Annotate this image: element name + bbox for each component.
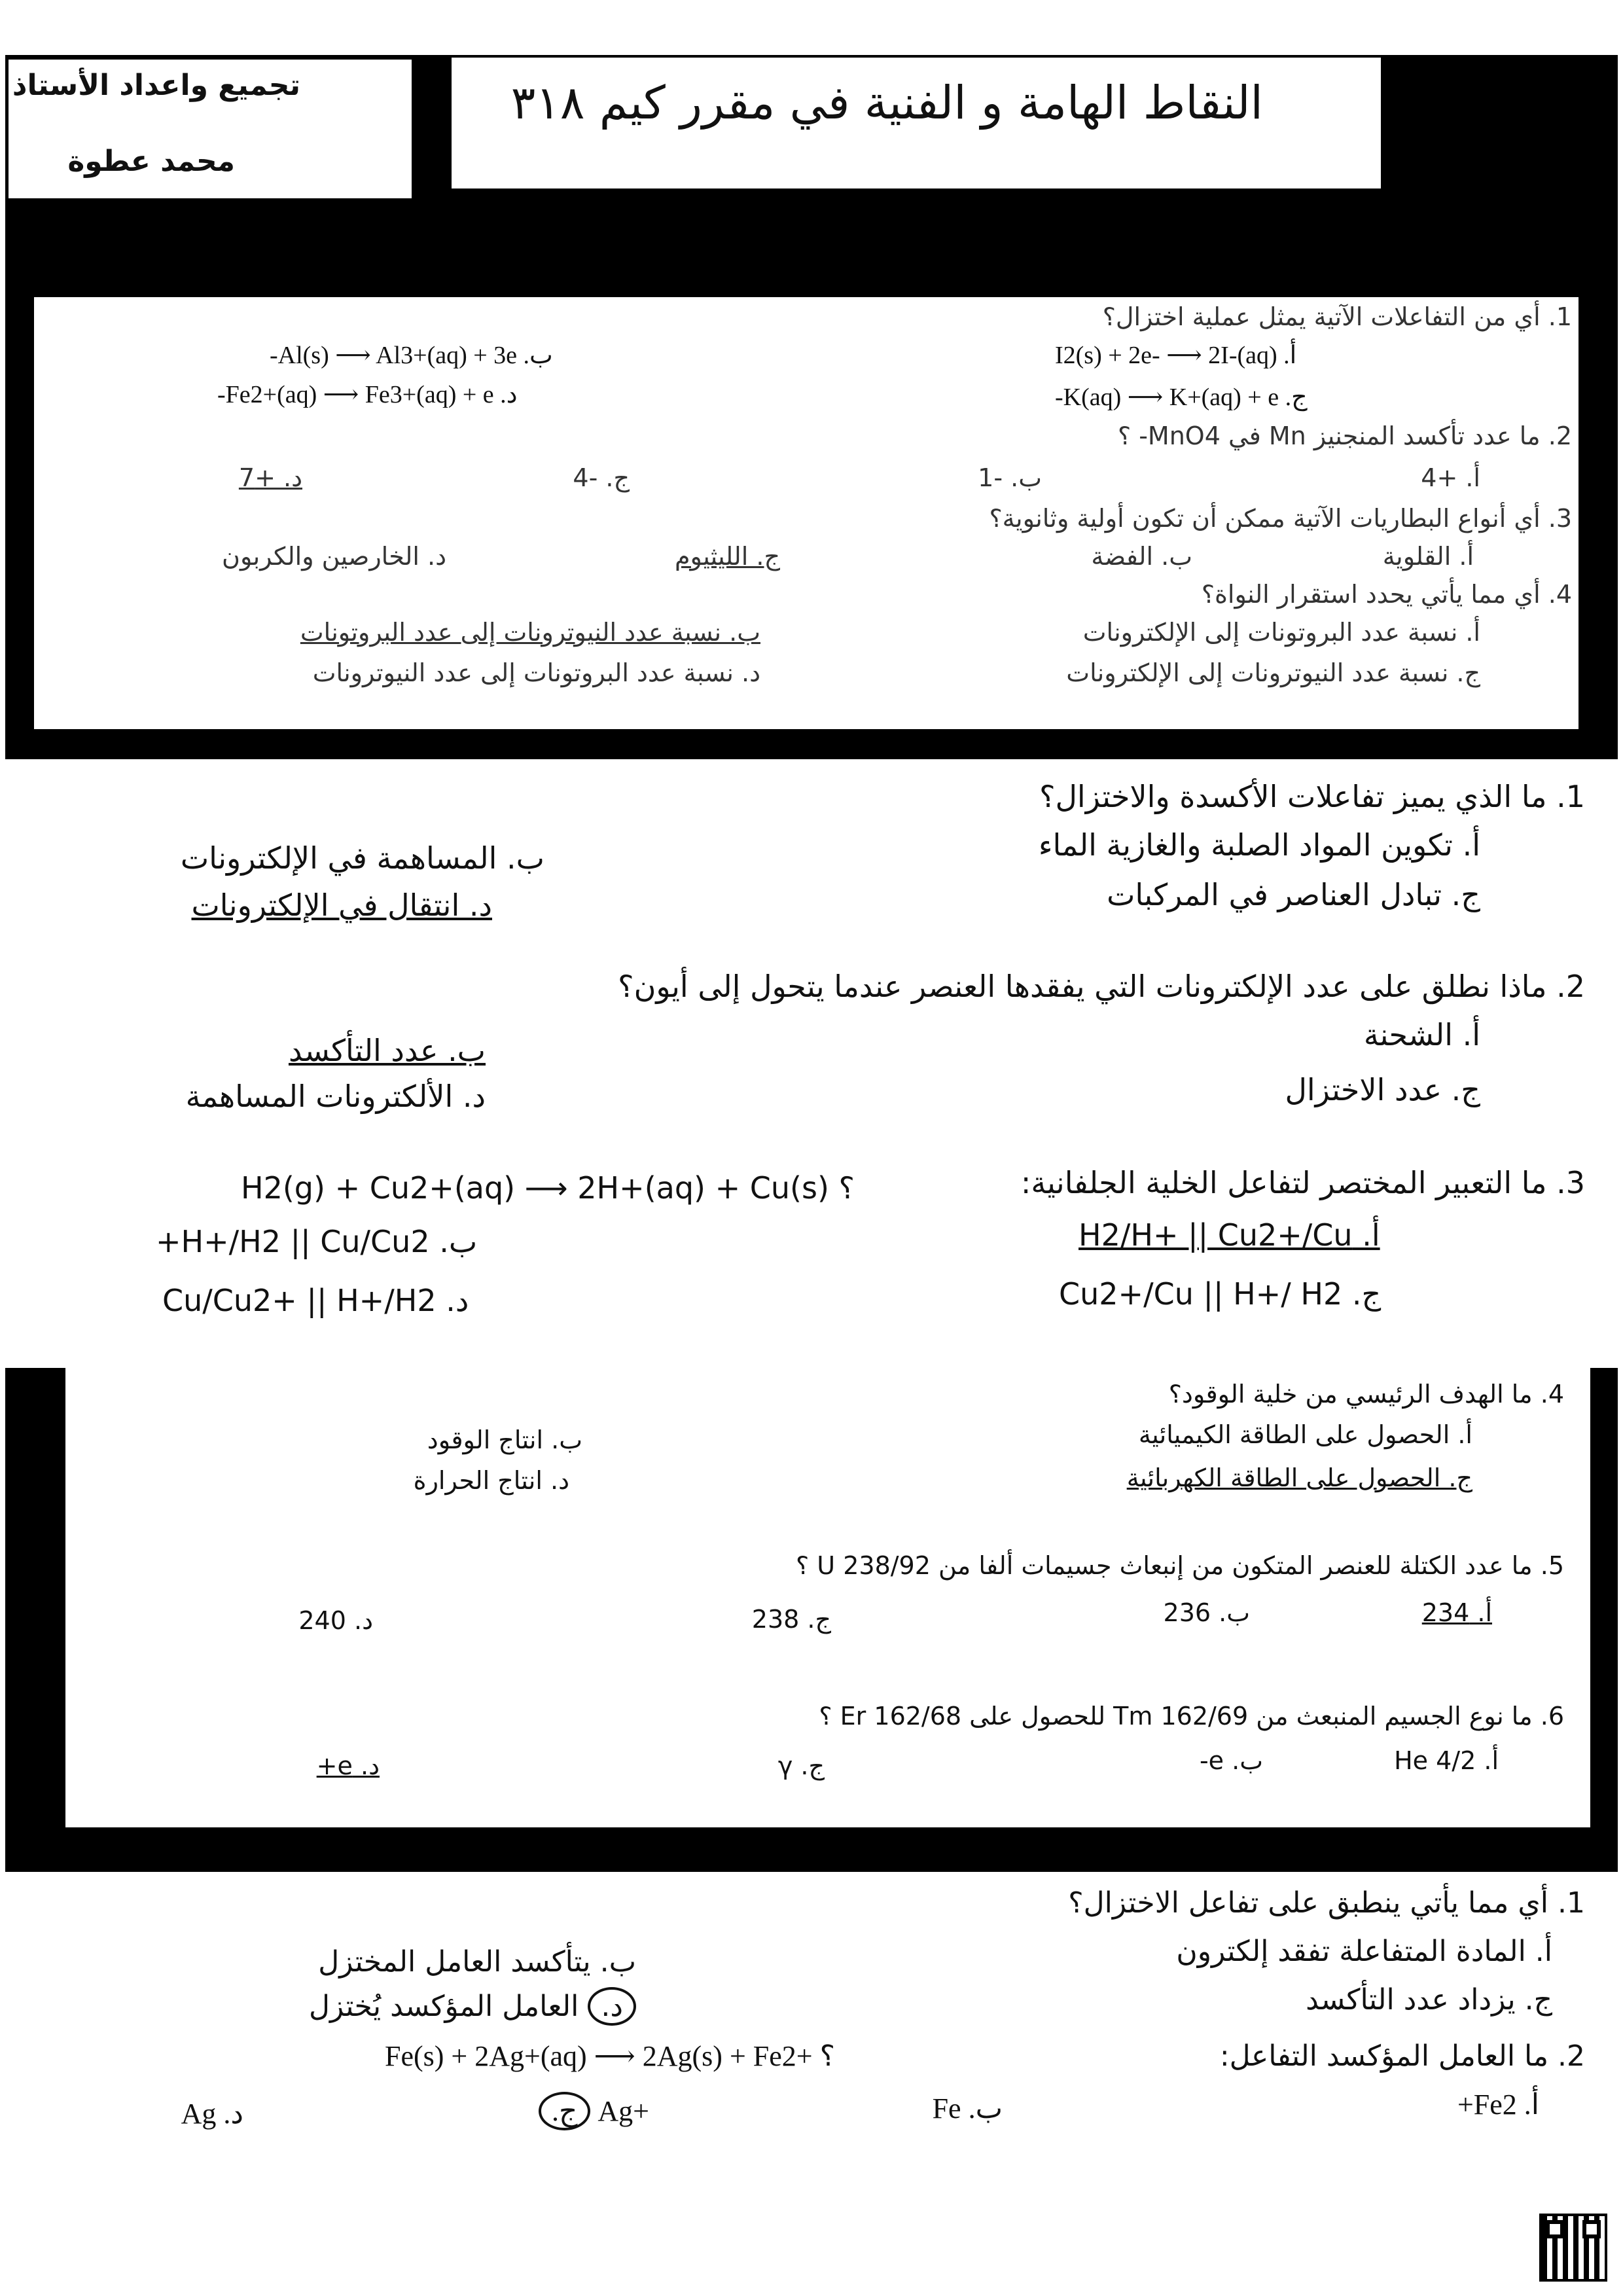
s2-q2-option-c: ج. عدد الاختزال <box>1285 1072 1480 1107</box>
s2-q3-question: 3. ما التعبير المختصر لتفاعل الخلية الجلفانية: <box>1020 1165 1585 1200</box>
s4-q1-option-d-text: العامل المؤكسد يُختزل <box>309 1990 579 2023</box>
s1-q2-option-b: ب. -1 <box>978 463 1042 492</box>
s1-q1-question: 1. أي من التفاعلات الآتية يمثل عملية اختزال؟ <box>1102 302 1572 331</box>
s3-q4-option-c: ج. الحصول على الطاقة الكهربائية <box>1126 1463 1472 1492</box>
section-1 <box>34 297 1578 729</box>
s3-q5-option-b: ب. 236 <box>1163 1598 1250 1627</box>
s3-q6-option-a: أ. 4/2 He <box>1394 1746 1499 1775</box>
page-title: النقاط الهامة و الفنية في مقرر كيم ٣١٨ <box>510 76 1263 130</box>
s1-q4-question: 4. أي مما يأتي يحدد استقرار النواة؟ <box>1201 580 1572 609</box>
circled-letter-c: ج. <box>539 2092 590 2130</box>
s3-q4-option-b: ب. انتاج الوقود <box>427 1426 582 1454</box>
s4-q2-option-a: أ. Fe2+ <box>1457 2089 1539 2121</box>
s2-q1-option-a: أ. تكوين المواد الصلبة والغازية الماء <box>1038 827 1480 863</box>
s4-q1-option-d <box>309 1987 636 2026</box>
s1-q2-option-d: د. +7 <box>238 463 302 492</box>
s1-q3-option-c: ج. الليثيوم <box>675 542 780 571</box>
qr-code-icon <box>1542 2216 1605 2279</box>
s1-q1-option-b: ب. Al(s) ⟶ Al3+(aq) + 3e- <box>270 342 553 369</box>
s4-q1-option-c: ج. يزداد عدد التأكسد <box>1306 1983 1552 2017</box>
s2-q2-question: 2. ماذا نطلق على عدد الإلكترونات التي يفقدها العنصر عندما يتحول إلى أيون؟ <box>618 969 1585 1004</box>
s1-q4-option-d: د. نسبة عدد البروتونات إلى عدد النيوترونات <box>312 658 760 687</box>
s3-q6-question: 6. ما نوع الجسيم المنبعث من 162/69 Tm للحصول على 162/68 Er ؟ <box>819 1702 1564 1731</box>
s3-q6-option-d: د. e+ <box>316 1751 380 1780</box>
s4-q2-reaction: Fe(s) + 2Ag+(aq) ⟶ 2Ag(s) + Fe2+ ؟ <box>385 2040 835 2072</box>
s4-q1-question: 1. أي مما يأتي ينطبق على تفاعل الاختزال؟ <box>1068 1886 1585 1920</box>
s2-q2-option-a: أ. الشحنة <box>1363 1017 1480 1052</box>
title-box <box>452 58 1381 188</box>
s2-q1-question: 1. ما الذي يميز تفاعلات الأكسدة والاختزال؟ <box>1039 779 1585 814</box>
s1-q2-option-a: أ. +4 <box>1421 463 1480 492</box>
s1-q4-option-b: ب. نسبة عدد النيوترونات إلى عدد البروتونات <box>300 618 760 647</box>
s4-q2-option-d: د. Ag <box>181 2098 243 2130</box>
s4-q2-question: 2. ما العامل المؤكسد التفاعل: <box>1219 2039 1585 2073</box>
s1-q3-option-a: أ. القلوية <box>1382 542 1474 571</box>
s1-q4-option-c: ج. نسبة عدد النيوترونات إلى الإلكترونات <box>1066 658 1480 687</box>
s2-q3-option-a: أ. H2/H+ || Cu2+/Cu <box>1079 1217 1380 1253</box>
circled-letter-d: د. <box>588 1987 636 2026</box>
author-name: محمد عطوة <box>67 145 235 178</box>
s4-q1-option-a: أ. المادة المتفاعلة تفقد إلكترون <box>1176 1935 1552 1968</box>
s4-q1-option-b: ب. يتأكسد العامل المختزل <box>318 1945 636 1979</box>
s2-q3-option-b: ب. H+/H2 || Cu/Cu2+ <box>156 1224 478 1259</box>
s3-q4-option-a: أ. الحصول على الطاقة الكيميائية <box>1138 1420 1472 1449</box>
s2-q1-option-c: ج. تبادل العناصر في المركبات <box>1107 877 1480 912</box>
s2-q2-option-b: ب. عدد التأكسد <box>288 1033 486 1068</box>
s3-q6-option-b: ب. e- <box>1199 1746 1263 1775</box>
s1-q1-option-c: ج. K(aq) ⟶ K+(aq) + e- <box>1055 384 1308 411</box>
section-4 <box>5 1872 1618 2182</box>
s4-q2-option-b: ب. Fe <box>932 2092 1003 2125</box>
s3-q4-option-d: د. انتاج الحرارة <box>413 1466 569 1495</box>
s4-q2-option-c <box>539 2092 649 2130</box>
s1-q3-option-d: د. الخارصين والكربون <box>222 542 446 571</box>
s3-q6-option-c: ج. γ <box>777 1751 825 1780</box>
s1-q2-question: 2. ما عدد تأكسد المنجنيز Mn في MnO4- ؟ <box>1117 422 1572 450</box>
s2-q3-option-c: ج. Cu2+/Cu || H+/ H2 <box>1059 1276 1382 1312</box>
s1-q3-question: 3. أي أنواع البطاريات الآتية ممكن أن تكون أولية وثانوية؟ <box>989 504 1572 533</box>
s2-q3-option-d: د. Cu/Cu2+ || H+/H2 <box>162 1283 469 1318</box>
s3-q5-question: 5. ما عدد الكتلة للعنصر المتكون من إنبعاث جسيمات ألفا من 238/92 U ؟ <box>796 1551 1564 1580</box>
s2-q1-option-d: د. انتقال في الإلكترونات <box>191 888 492 923</box>
s1-q2-option-c: ج. -4 <box>573 463 630 492</box>
author-box <box>7 58 414 200</box>
s3-q5-option-a: أ. 234 <box>1421 1598 1492 1627</box>
s1-q3-option-b: ب. الفضة <box>1091 542 1192 571</box>
s4-q2-option-c-text: Ag+ <box>597 2095 649 2127</box>
section-3 <box>65 1368 1590 1827</box>
s3-q5-option-d: د. 240 <box>298 1606 373 1635</box>
s1-q1-option-a: أ. I2(s) + 2e- ⟶ 2I-(aq) <box>1055 342 1297 369</box>
s2-q2-option-d: د. الألكترونات المساهمة <box>185 1079 486 1114</box>
s2-q1-option-b: ب. المساهمة في الإلكترونات <box>180 840 544 876</box>
s2-q3-reaction: H2(g) + Cu2+(aq) ⟶ 2H+(aq) + Cu(s) ؟ <box>241 1170 855 1206</box>
section-2 <box>5 759 1618 1368</box>
author-label: تجميع واعداد الأستاذ <box>12 69 300 102</box>
s1-q4-option-a: أ. نسبة عدد البروتونات إلى الإلكترونات <box>1082 618 1480 647</box>
s3-q4-question: 4. ما الهدف الرئيسي من خلية الوقود؟ <box>1168 1380 1564 1408</box>
s3-q5-option-c: ج. 238 <box>751 1605 831 1634</box>
s1-q1-option-d: د. Fe2+(aq) ⟶ Fe3+(aq) + e- <box>217 381 518 408</box>
